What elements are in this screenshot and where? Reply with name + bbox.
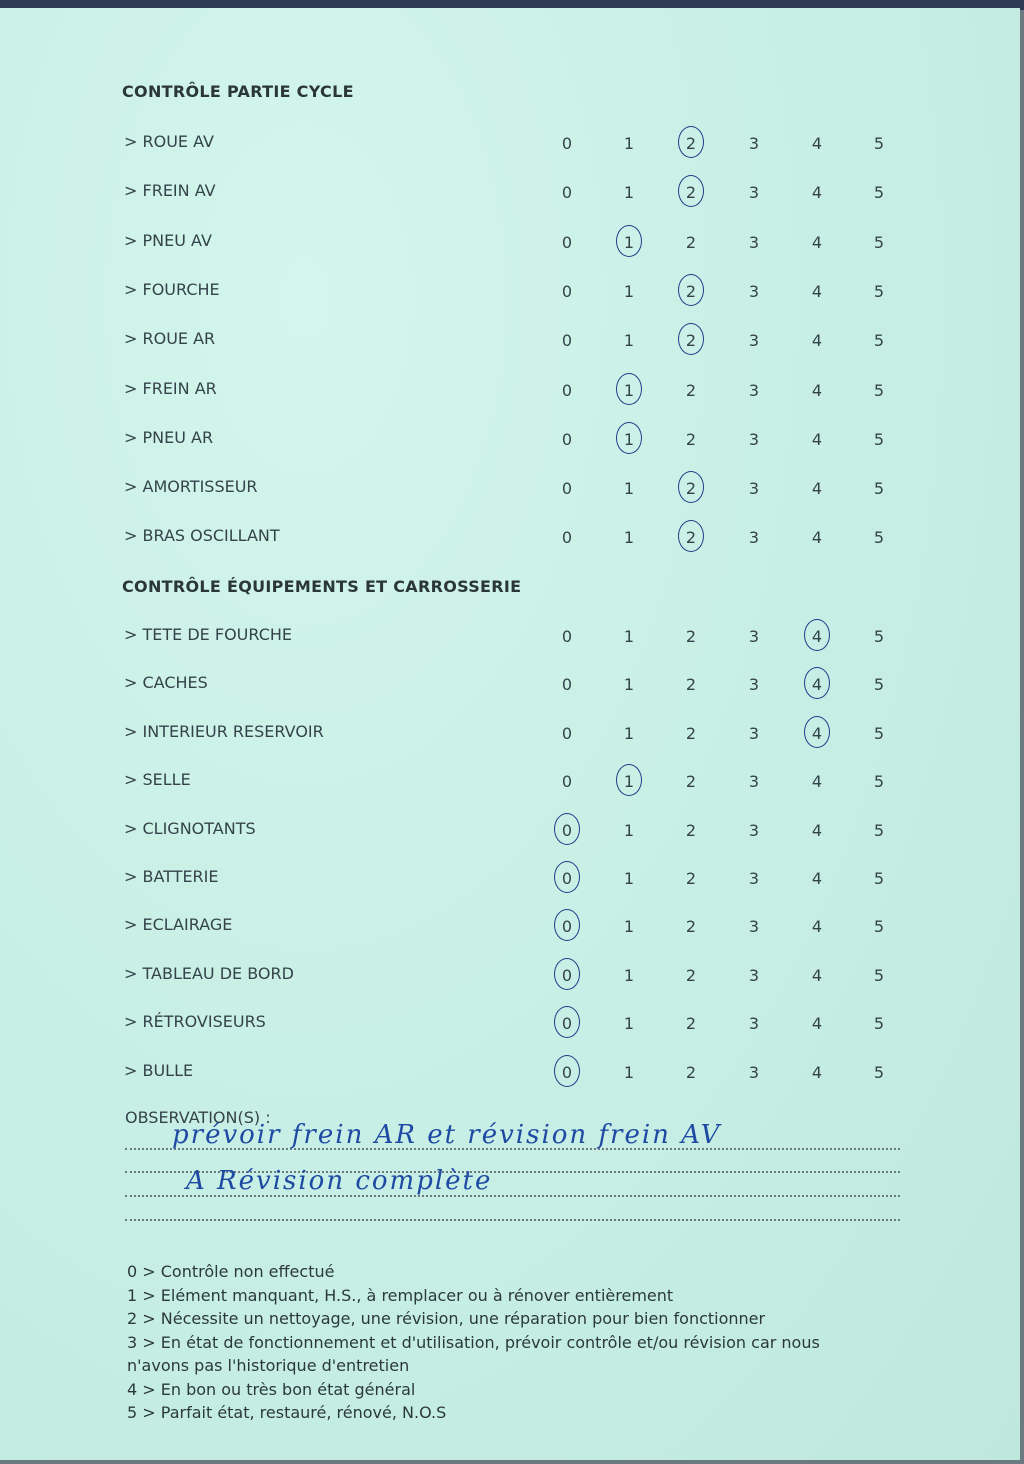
score-option[interactable]: 4: [811, 479, 823, 499]
score-option[interactable]: 2: [685, 134, 697, 153]
score-option[interactable]: 1: [623, 479, 635, 499]
selected-score-circle: [678, 323, 704, 355]
score-option[interactable]: 0: [561, 479, 573, 499]
score-option[interactable]: 1: [623, 1014, 635, 1034]
score-option[interactable]: 4: [811, 627, 823, 646]
score-option[interactable]: 5: [873, 183, 885, 203]
score-option[interactable]: 3: [748, 1062, 760, 1082]
score-option[interactable]: 1: [623, 965, 635, 985]
selected-score-circle: [804, 667, 830, 699]
checklist-row: [0, 428, 1020, 458]
score-option[interactable]: 2: [685, 281, 697, 301]
score-option[interactable]: 1: [623, 331, 635, 351]
score-option[interactable]: 1: [623, 429, 635, 449]
checklist-row: [0, 770, 1020, 800]
score-option[interactable]: 3: [748, 723, 760, 743]
score-option[interactable]: 2: [685, 528, 697, 548]
item-label: > BRAS OSCILLANT: [124, 526, 280, 546]
item-label: > CACHES: [124, 673, 208, 693]
score-option[interactable]: 4: [811, 1062, 823, 1082]
score-option[interactable]: 2: [685, 965, 697, 985]
score-option[interactable]: 5: [873, 1062, 885, 1082]
selected-score-circle: [616, 225, 642, 257]
score-option[interactable]: 1: [623, 627, 635, 646]
score-option[interactable]: 5: [873, 281, 885, 301]
score-option[interactable]: 1: [623, 869, 635, 888]
item-label: > FREIN AR: [124, 378, 217, 398]
checklist-row: [0, 181, 1020, 211]
score-option[interactable]: 0: [561, 281, 573, 301]
item-label: > AMORTISSEUR: [124, 477, 258, 497]
selected-score-circle: [616, 422, 642, 454]
selected-score-circle: [554, 958, 580, 990]
legend-line: 4 > En bon ou très bon état général: [127, 1379, 416, 1399]
legend-line: 5 > Parfait état, restauré, rénové, N.O.S: [127, 1403, 447, 1422]
item-label: > ROUE AR: [124, 329, 216, 349]
score-option[interactable]: 4: [811, 528, 823, 548]
score-option[interactable]: 3: [748, 232, 760, 252]
score-option[interactable]: 3: [748, 429, 760, 449]
score-option[interactable]: 1: [623, 183, 635, 203]
legend-line: 0 > Contrôle non effectué: [127, 1262, 335, 1281]
score-option[interactable]: 0: [561, 723, 573, 743]
score-option[interactable]: 2: [685, 232, 697, 252]
score-option[interactable]: 2: [685, 479, 697, 499]
legend-line: n'avons pas l'historique d'entretien: [127, 1356, 410, 1375]
item-label: > TABLEAU DE BORD: [124, 963, 294, 983]
selected-score-circle: [554, 813, 580, 845]
score-option[interactable]: 5: [873, 965, 885, 985]
score-option[interactable]: 4: [811, 772, 823, 792]
score-option[interactable]: 0: [561, 528, 573, 548]
checklist-row: [0, 964, 1020, 994]
item-label: > TETE DE FOURCHE: [124, 625, 292, 644]
checklist-row: [0, 1061, 1020, 1091]
score-option[interactable]: 3: [748, 820, 760, 840]
selected-score-circle: [678, 175, 704, 207]
score-option[interactable]: 5: [873, 723, 885, 743]
checklist-row: [0, 673, 1020, 703]
selected-score-circle: [554, 1006, 580, 1038]
checklist-row: [0, 819, 1020, 849]
score-option[interactable]: 0: [561, 183, 573, 203]
score-option[interactable]: 0: [561, 627, 573, 646]
inspection-sheet: [0, 8, 1020, 1460]
checklist-row: [0, 280, 1020, 310]
score-option[interactable]: 5: [873, 429, 885, 449]
score-option[interactable]: 0: [561, 380, 573, 400]
item-label: > PNEU AR: [124, 427, 214, 447]
score-option[interactable]: 0: [561, 869, 573, 888]
selected-score-circle: [678, 274, 704, 306]
score-option[interactable]: 5: [873, 380, 885, 400]
score-option[interactable]: 5: [873, 675, 885, 695]
observations-label: OBSERVATION(S) :: [125, 1108, 271, 1127]
selected-score-circle: [804, 716, 830, 748]
score-option[interactable]: 4: [811, 869, 823, 888]
score-option[interactable]: 2: [685, 380, 697, 400]
score-option[interactable]: 5: [873, 917, 885, 937]
score-option[interactable]: 4: [811, 281, 823, 301]
score-option[interactable]: 0: [561, 429, 573, 449]
handwritten-observation-1: prévoir frein AR et révision frein AV: [172, 1120, 722, 1150]
score-option[interactable]: 5: [873, 820, 885, 840]
score-option[interactable]: 3: [748, 331, 760, 351]
checklist-row: [0, 231, 1020, 261]
score-option[interactable]: 0: [561, 331, 573, 351]
rating-legend: [127, 1260, 897, 1425]
score-option[interactable]: 5: [873, 134, 885, 153]
selected-score-circle: [616, 373, 642, 405]
score-option[interactable]: 3: [748, 675, 760, 695]
score-option[interactable]: 1: [623, 528, 635, 548]
score-option[interactable]: 0: [561, 134, 573, 153]
score-option[interactable]: 5: [873, 1014, 885, 1034]
section-title-cycle: CONTRÔLE PARTIE CYCLE: [122, 82, 354, 101]
selected-score-circle: [804, 619, 830, 651]
score-option[interactable]: 1: [623, 772, 635, 792]
checklist-row: [0, 379, 1020, 409]
score-option[interactable]: 1: [623, 917, 635, 937]
selected-score-circle: [616, 764, 642, 796]
legend-line: 2 > Nécessite un nettoyage, une révision, une réparation pour bien fonctionner: [127, 1309, 766, 1328]
score-option[interactable]: 2: [685, 1014, 697, 1034]
checklist-row: [0, 132, 1020, 162]
section-title-equipment: CONTRÔLE ÉQUIPEMENTS ET CARROSSERIE: [122, 577, 522, 596]
score-option[interactable]: 2: [685, 627, 697, 646]
item-label: > ROUE AV: [124, 132, 214, 151]
score-option[interactable]: 2: [685, 772, 697, 792]
score-option[interactable]: 1: [623, 134, 635, 153]
score-option[interactable]: 4: [811, 1014, 823, 1034]
checklist-row: [0, 1012, 1020, 1042]
score-option[interactable]: 3: [748, 772, 760, 792]
checklist-row: [0, 329, 1020, 359]
score-option[interactable]: 5: [873, 479, 885, 499]
score-option[interactable]: 4: [811, 820, 823, 840]
selected-score-circle: [554, 861, 580, 893]
score-option[interactable]: 3: [748, 134, 760, 153]
score-option[interactable]: 3: [748, 281, 760, 301]
score-option[interactable]: 1: [623, 820, 635, 840]
legend-line: 1 > Elément manquant, H.S., à remplacer ou à rénover entièrement: [127, 1285, 674, 1305]
item-label: > BULLE: [124, 1060, 194, 1080]
score-option[interactable]: 4: [811, 917, 823, 937]
score-option[interactable]: 1: [623, 380, 635, 400]
score-option[interactable]: 1: [623, 675, 635, 695]
score-option[interactable]: 2: [685, 331, 697, 351]
score-option[interactable]: 4: [811, 183, 823, 203]
score-option[interactable]: 5: [873, 232, 885, 252]
item-label: > PNEU AV: [124, 230, 212, 250]
score-option[interactable]: 5: [873, 627, 885, 646]
score-option[interactable]: 0: [561, 1062, 573, 1082]
item-label: > SELLE: [124, 770, 191, 790]
score-option[interactable]: 3: [748, 380, 760, 400]
score-option[interactable]: 3: [748, 479, 760, 499]
score-option[interactable]: 1: [623, 232, 635, 252]
selected-score-circle: [678, 126, 704, 158]
score-option[interactable]: 3: [748, 1014, 760, 1034]
score-option[interactable]: 2: [685, 820, 697, 840]
checklist-row: [0, 526, 1020, 556]
score-option[interactable]: 4: [811, 965, 823, 985]
score-option[interactable]: 5: [873, 869, 885, 888]
item-label: > BATTERIE: [124, 867, 219, 886]
score-option[interactable]: 2: [685, 917, 697, 937]
score-option[interactable]: 2: [685, 183, 697, 203]
score-option[interactable]: 3: [748, 869, 760, 888]
score-option[interactable]: 3: [748, 917, 760, 937]
score-option[interactable]: 0: [561, 232, 573, 252]
item-label: > CLIGNOTANTS: [124, 818, 256, 838]
score-option[interactable]: 2: [685, 1062, 697, 1082]
item-label: > RÉTROVISEURS: [124, 1012, 266, 1032]
score-option[interactable]: 4: [811, 429, 823, 449]
score-option[interactable]: 3: [748, 965, 760, 985]
checklist-row: [0, 915, 1020, 945]
score-option[interactable]: 2: [685, 723, 697, 743]
score-option[interactable]: 0: [561, 1014, 573, 1034]
score-option[interactable]: 1: [623, 281, 635, 301]
score-option[interactable]: 3: [748, 183, 760, 203]
item-label: > FOURCHE: [124, 279, 220, 299]
score-option[interactable]: 0: [561, 772, 573, 792]
score-option[interactable]: 0: [561, 675, 573, 695]
score-option[interactable]: 5: [873, 772, 885, 792]
checklist-row: [0, 867, 1020, 897]
observation-line-4: [125, 1217, 900, 1221]
checklist-row: [0, 625, 1020, 655]
score-option[interactable]: 1: [623, 1062, 635, 1082]
item-label: > ECLAIRAGE: [124, 915, 233, 935]
score-option[interactable]: 5: [873, 528, 885, 548]
score-option[interactable]: 2: [685, 869, 697, 888]
score-option[interactable]: 4: [811, 380, 823, 400]
score-option[interactable]: 4: [811, 134, 823, 153]
checklist-row: [0, 722, 1020, 752]
score-option[interactable]: 4: [811, 723, 823, 743]
legend-line: 3 > En état de fonctionnement et d'utilisation, prévoir contrôle et/ou révision car nous: [127, 1332, 820, 1352]
score-option[interactable]: 2: [685, 429, 697, 449]
score-option[interactable]: 2: [685, 675, 697, 695]
selected-score-circle: [554, 1055, 580, 1087]
score-option[interactable]: 4: [811, 331, 823, 351]
score-option[interactable]: 5: [873, 331, 885, 351]
selected-score-circle: [554, 909, 580, 941]
score-option[interactable]: 0: [561, 820, 573, 840]
score-option[interactable]: 4: [811, 675, 823, 695]
handwritten-observation-2: A Révision complète: [186, 1166, 493, 1196]
selected-score-circle: [678, 471, 704, 503]
score-option[interactable]: 0: [561, 965, 573, 985]
checklist-row: [0, 477, 1020, 507]
item-label: > FREIN AV: [124, 181, 216, 201]
score-option[interactable]: 1: [623, 723, 635, 743]
item-label: > INTERIEUR RESERVOIR: [124, 721, 324, 741]
score-option[interactable]: 3: [748, 627, 760, 646]
score-option[interactable]: 3: [748, 528, 760, 548]
score-option[interactable]: 0: [561, 917, 573, 937]
selected-score-circle: [678, 520, 704, 552]
score-option[interactable]: 4: [811, 232, 823, 252]
